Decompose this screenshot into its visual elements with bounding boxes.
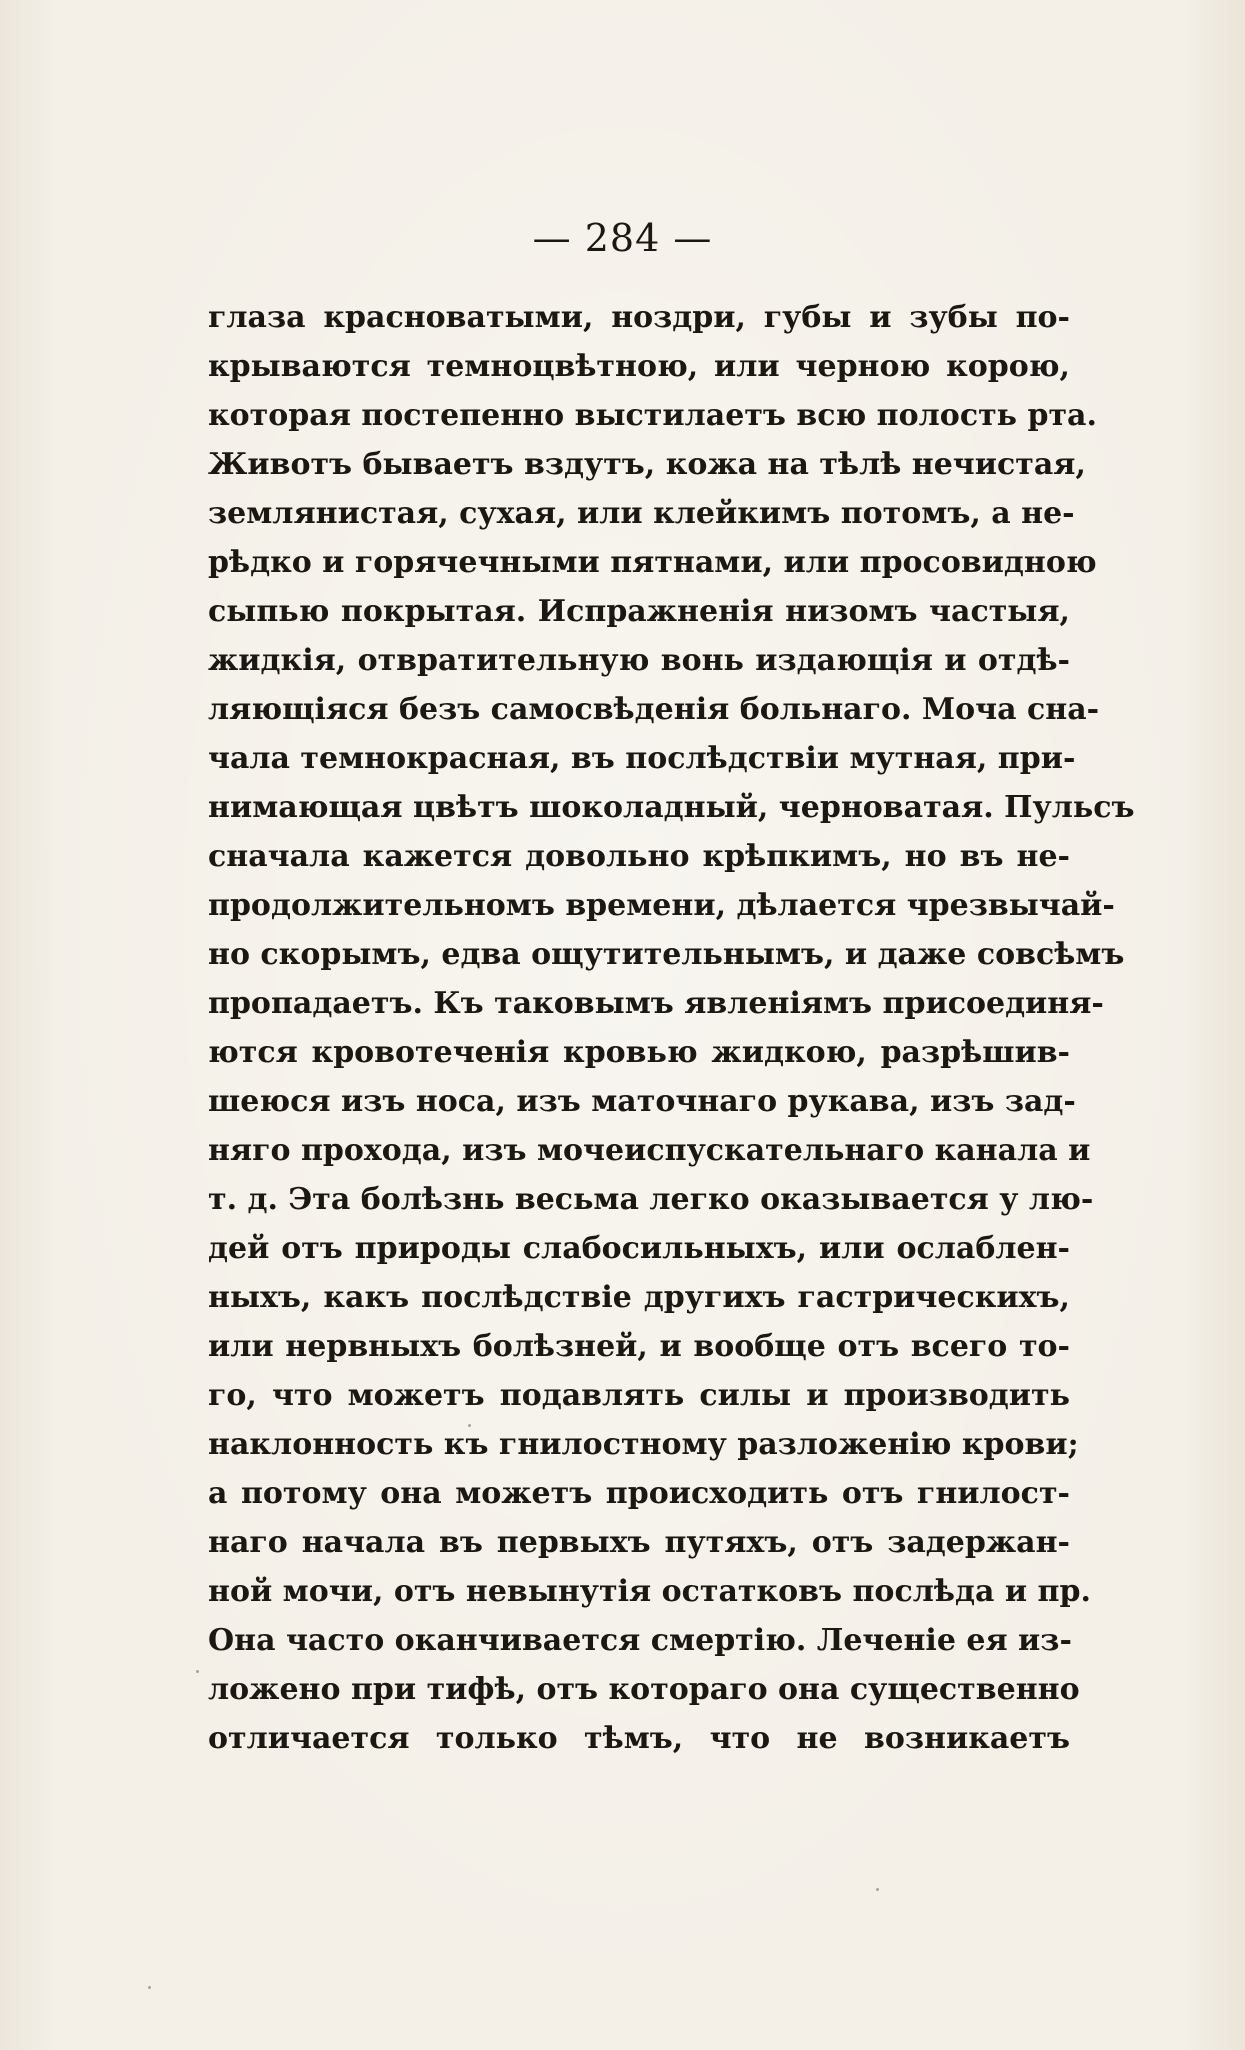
text-line-13: продолжительномъ времени, дѣлается чрезвычай- <box>208 888 1115 923</box>
page-number: — 284 — <box>532 216 713 260</box>
text-line-10: чала темнокрасная, въ послѣдствіи мутная, при- <box>208 741 1076 776</box>
text-line-21: ныхъ, какъ послѣдствіе другихъ гастрическихъ, <box>208 1280 1070 1315</box>
text-line-9: ляющіяся безъ самосвѣденія больнаго. Моча сна- <box>208 692 1100 727</box>
paper-speck <box>196 1670 199 1673</box>
paper-speck <box>148 1986 151 1989</box>
text-line-18: няго прохода, изъ мочеиспускательнаго канала и <box>208 1133 1091 1168</box>
text-line-22: или нервныхъ болѣзней, и вообще отъ всего то- <box>208 1329 1070 1364</box>
body-text <box>208 293 1135 1763</box>
paper-speck <box>876 1888 879 1891</box>
text-line-8: жидкія, отвратительную вонь издающія и отдѣ- <box>208 643 1070 678</box>
text-line-26: наго начала въ первыхъ путяхъ, отъ задержан- <box>208 1525 1070 1560</box>
text-line-6: рѣдко и горячечными пятнами, или просовидною <box>208 545 1097 580</box>
paper-speck <box>468 1424 471 1427</box>
text-line-24: наклонность къ гнилостному разложенію крови; <box>208 1427 1079 1462</box>
text-line-7: сыпью покрытая. Испражненія низомъ частыя, <box>208 594 1070 629</box>
text-line-1: глаза красноватыми, ноздри, губы и зубы по- <box>208 300 1070 335</box>
text-line-30: отличается только тѣмъ, что не возникаетъ <box>208 1721 1070 1756</box>
text-line-5: землянистая, сухая, или клейкимъ потомъ, а не- <box>208 496 1075 531</box>
text-line-27: ной мочи, отъ невынутія остатковъ послѣда и пр. <box>208 1574 1091 1609</box>
text-line-11: нимающая цвѣтъ шоколадный, черноватая. Пульсъ <box>208 790 1135 825</box>
text-line-28: Она часто оканчивается смертію. Леченіе ея из- <box>208 1623 1072 1658</box>
text-line-23: го, что можетъ подавлять силы и производить <box>208 1378 1070 1413</box>
text-line-15: пропадаетъ. Къ таковымъ явленіямъ присоединя- <box>208 986 1104 1021</box>
text-line-12: сначала кажется довольно крѣпкимъ, но въ не- <box>208 839 1070 874</box>
text-line-2: крываются темноцвѣтною, или черною корою, <box>208 349 1070 384</box>
text-line-19: т. д. Эта болѣзнь весьма легко оказывается у лю- <box>208 1182 1094 1217</box>
text-line-20: дей отъ природы слабосильныхъ, или ослаблен- <box>208 1231 1070 1266</box>
text-line-25: а потому она можетъ происходить отъ гнилост- <box>208 1476 1070 1511</box>
text-line-3: которая постепенно выстилаетъ всю полость рта. <box>208 398 1097 433</box>
text-line-4: Животъ бываетъ вздутъ, кожа на тѣлѣ нечистая, <box>208 447 1086 482</box>
text-line-14: но скорымъ, едва ощутительнымъ, и даже совсѣмъ <box>208 937 1125 972</box>
text-line-16: ются кровотеченія кровью жидкою, разрѣшив- <box>208 1035 1070 1070</box>
text-line-17: шеюся изъ носа, изъ маточнаго рукава, изъ зад- <box>208 1084 1076 1119</box>
text-line-29: ложено при тифѣ, отъ котораго она существенно <box>208 1672 1080 1707</box>
